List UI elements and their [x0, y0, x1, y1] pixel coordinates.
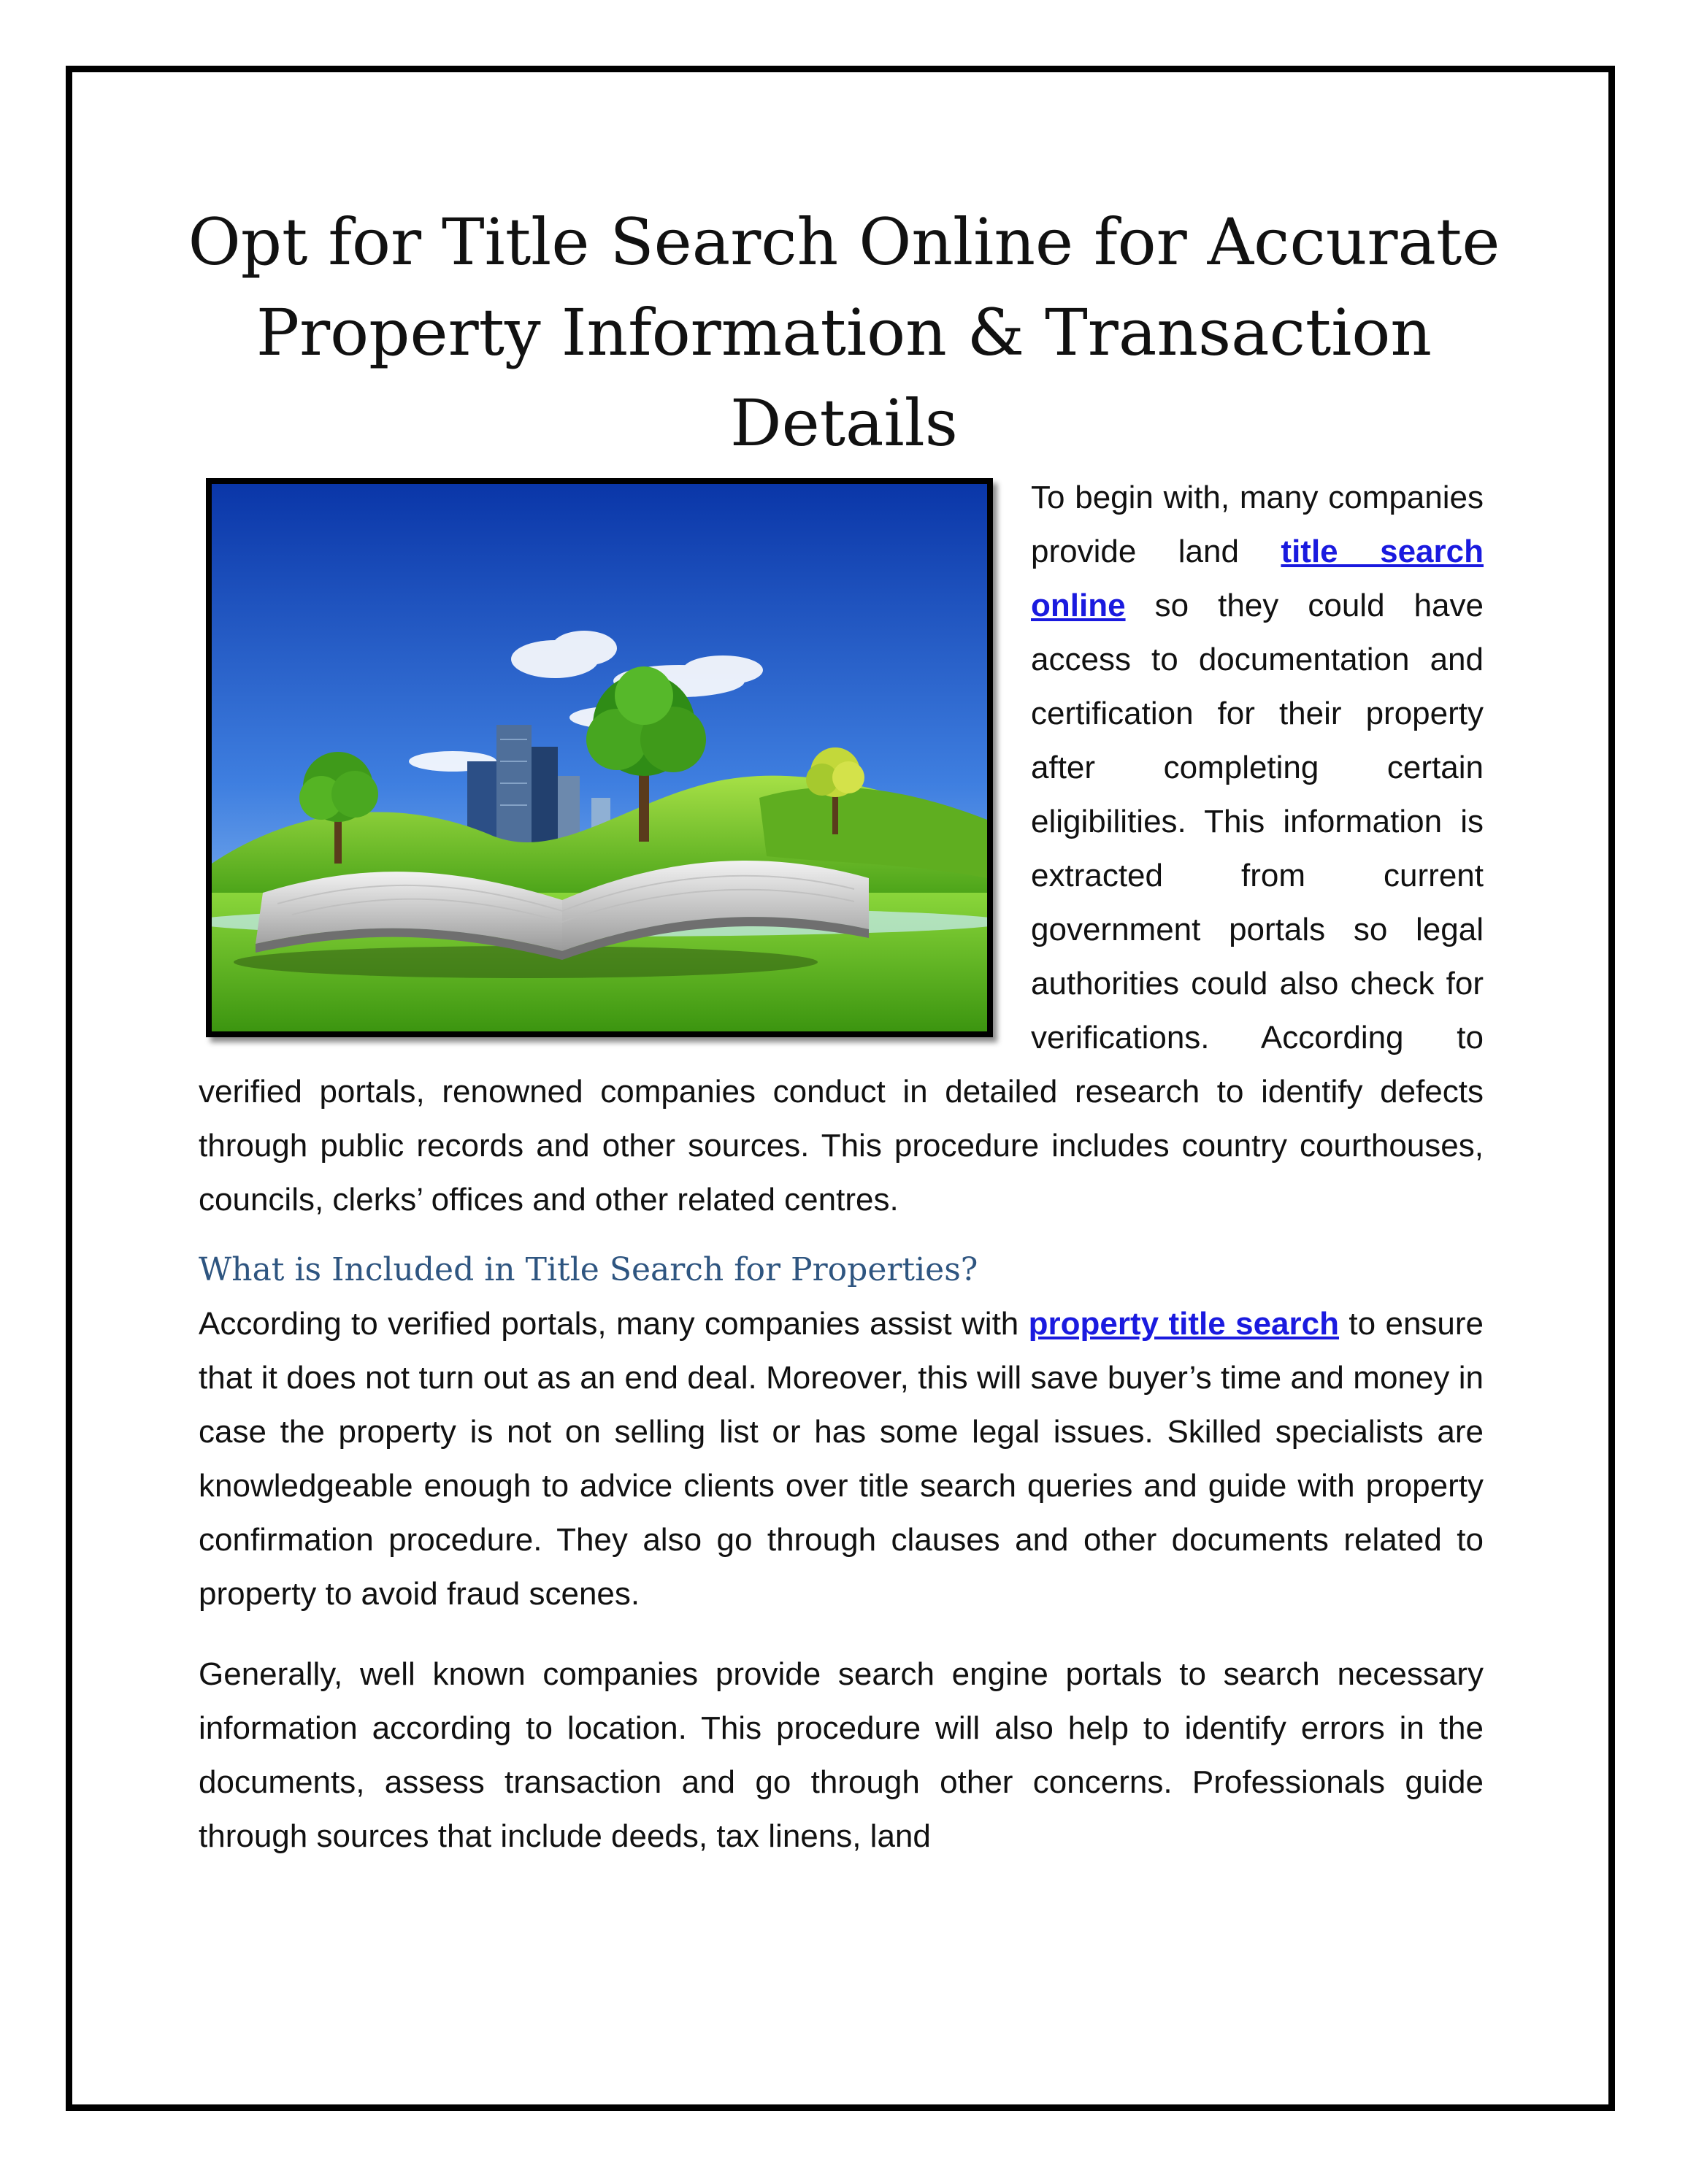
document-body [199, 471, 1484, 1864]
section-text-1: According to verified portals, many companies assist with [199, 1306, 1029, 1342]
title-search-online-link[interactable]: title search online [1031, 534, 1484, 623]
document-title: Opt for Title Search Online for Accurate Property Information & Transaction Details [188, 204, 1500, 461]
intro-text-1: To begin with, many companies provide land [1031, 480, 1484, 569]
hero-image [206, 478, 993, 1037]
section-text-2: to ensure that it does not turn out as an end deal. Moreover, this will save buyer’s time and money in case the property is not on selling list or has some legal issues. Skilled specialists are knowledgeable enough to advice clients over title search queries and guide with property confirmation procedure. They also go through clauses and other documents related to property to avoid fraud scenes. [199, 1306, 1484, 1612]
section-paragraph-1 [199, 1297, 1484, 1621]
intro-text-2: so they could have access to documentation and certification for their property after completing certain eligibilities. This information is extracted from current government portals so legal authorities could also check for verifications. According to verified portals, renowned companies conduct in detailed research to identify defects through public records and other sources. This procedure includes country courthouses, councils, clerks’ offices and other related centres. [199, 588, 1484, 1218]
property-title-search-link[interactable]: property title search [1028, 1306, 1340, 1342]
section-paragraph-2: Generally, well known companies provide search engine portals to search necessary information according to location. This procedure will also help to identify errors in the documents, assess transaction and go through other concerns. Professionals guide through sources that include deeds, tax linens, land [199, 1656, 1484, 1854]
book-city-landscape-icon [212, 484, 987, 1031]
section-heading: What is Included in Title Search for Properties? [199, 1251, 978, 1288]
